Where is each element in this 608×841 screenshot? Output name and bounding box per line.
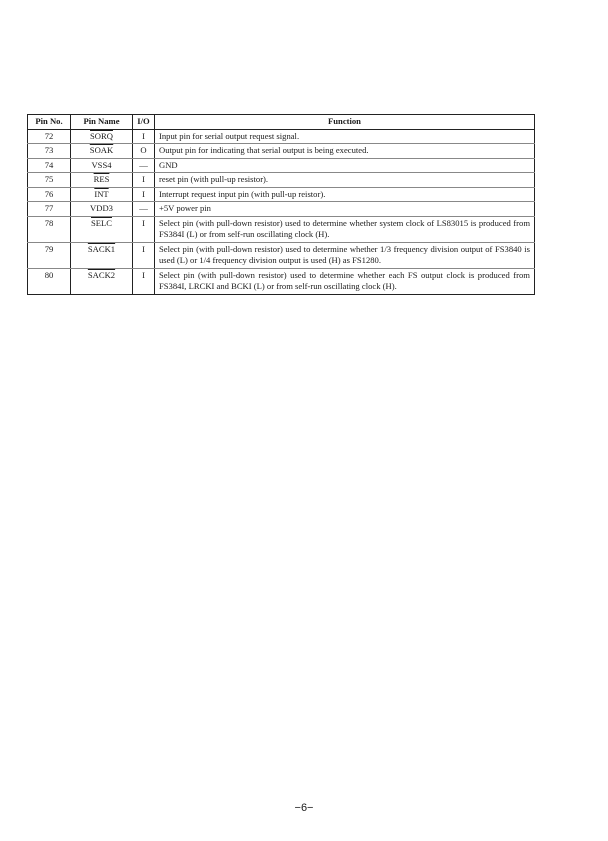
table-row bbox=[28, 129, 535, 144]
function-cell-text: Select pin (with pull-down resistor) used to determine whether 1/3 frequency division output of FS3840 is used (L) or 1/4 frequency division output is used (H) as FS1280. bbox=[159, 243, 530, 265]
pin-function-table bbox=[27, 114, 535, 295]
pin-name-cell-text: SORQ bbox=[90, 130, 113, 141]
function-cell bbox=[155, 242, 535, 268]
io-cell bbox=[133, 216, 155, 242]
pin-name-cell bbox=[71, 129, 133, 144]
function-cell-text: Interrupt request input pin (with pull-up reistor). bbox=[159, 188, 326, 199]
pin-number-cell-text: 73 bbox=[44, 145, 54, 155]
pin-number-cell-text: 74 bbox=[44, 159, 54, 170]
io-cell bbox=[133, 129, 155, 144]
pin-name-cell-text: VDD3 bbox=[90, 203, 113, 213]
pin-number-cell bbox=[28, 187, 71, 202]
pin-name-cell bbox=[71, 187, 133, 202]
io-cell-text: I bbox=[142, 217, 145, 228]
header-function: Function bbox=[155, 115, 535, 130]
pin-number-cell bbox=[28, 144, 71, 159]
function-cell bbox=[155, 129, 535, 144]
pin-name-cell bbox=[71, 242, 133, 268]
pin-number-cell bbox=[28, 173, 71, 188]
io-cell bbox=[133, 242, 155, 268]
function-cell-text: GND bbox=[159, 159, 178, 170]
io-cell-text: I bbox=[142, 243, 145, 254]
header-pin-name: Pin Name bbox=[71, 115, 133, 130]
pin-number-cell bbox=[28, 202, 71, 217]
table-body bbox=[28, 129, 535, 294]
io-cell-text: O bbox=[140, 145, 147, 155]
io-cell bbox=[133, 187, 155, 202]
io-cell bbox=[133, 268, 155, 294]
io-cell bbox=[133, 202, 155, 217]
io-cell-text: I bbox=[142, 174, 145, 184]
pin-name-cell-text: VSS4 bbox=[91, 159, 112, 170]
pin-number-cell-text: 72 bbox=[44, 130, 54, 141]
function-cell bbox=[155, 187, 535, 202]
function-cell-text: Input pin for serial output request signal. bbox=[159, 130, 300, 141]
function-cell bbox=[155, 144, 535, 159]
pin-number-cell bbox=[28, 158, 71, 173]
table-header-row bbox=[28, 115, 535, 130]
function-cell bbox=[155, 202, 535, 217]
io-cell bbox=[133, 144, 155, 159]
table-row bbox=[28, 187, 535, 202]
function-cell-text: Select pin (with pull-down resistor) used to determine whether each FS output clock is produced from FS384I, LRCKI and BCKI (L) or from self-run oscillating clock (H). bbox=[159, 269, 530, 291]
pin-number-cell-text: 76 bbox=[44, 188, 54, 199]
io-cell-text: I bbox=[142, 130, 145, 141]
pin-number-cell bbox=[28, 268, 71, 294]
table-row bbox=[28, 268, 535, 294]
io-cell bbox=[133, 158, 155, 173]
io-cell-text: — bbox=[139, 203, 148, 213]
header-io: I/O bbox=[133, 115, 155, 130]
pin-name-cell bbox=[71, 202, 133, 217]
pin-name-cell bbox=[71, 216, 133, 242]
io-cell-text: I bbox=[142, 269, 145, 280]
page-number: −6− bbox=[294, 802, 314, 814]
pin-name-cell-text: SOAK bbox=[89, 145, 114, 155]
io-cell bbox=[133, 173, 155, 188]
pin-number-cell bbox=[28, 216, 71, 242]
pin-number-cell-text: 79 bbox=[44, 243, 54, 254]
function-cell bbox=[155, 216, 535, 242]
pin-name-cell bbox=[71, 173, 133, 188]
pin-name-cell-text: SACK1 bbox=[87, 243, 116, 254]
table-row bbox=[28, 242, 535, 268]
pin-number-cell bbox=[28, 129, 71, 144]
function-cell bbox=[155, 268, 535, 294]
function-cell bbox=[155, 173, 535, 188]
header-pin-no: Pin No. bbox=[28, 115, 71, 130]
pin-name-cell bbox=[71, 158, 133, 173]
table-row bbox=[28, 144, 535, 159]
io-cell-text: I bbox=[142, 188, 145, 199]
pin-name-cell bbox=[71, 268, 133, 294]
table-row bbox=[28, 202, 535, 217]
function-cell-text: Output pin for indicating that serial output is being executed. bbox=[159, 145, 369, 155]
io-cell-text: — bbox=[139, 159, 148, 170]
pin-number-cell-text: 77 bbox=[44, 203, 54, 213]
pin-number-cell-text: 80 bbox=[44, 269, 54, 280]
function-cell-text: Select pin (with pull-down resistor) used to determine whether system clock of LS83015 is produced from FS384I (L) or from self-run oscillating clock (H). bbox=[159, 217, 530, 239]
pin-name-cell-text: SACK2 bbox=[87, 269, 116, 280]
table-row bbox=[28, 173, 535, 188]
pin-number-cell-text: 75 bbox=[44, 174, 54, 184]
pin-number-cell-text: 78 bbox=[44, 217, 54, 228]
table-row bbox=[28, 158, 535, 173]
pin-name-cell-text: $\overline{RES}$ bbox=[93, 174, 110, 184]
function-cell-text: +5V power pin bbox=[159, 203, 211, 213]
function-cell bbox=[155, 158, 535, 173]
pin-name-cell-text: SELC bbox=[90, 217, 112, 228]
table-row bbox=[28, 216, 535, 242]
pin-name-cell bbox=[71, 144, 133, 159]
function-cell-text: reset pin (with pull-up resistor). bbox=[159, 174, 269, 184]
pin-name-cell-text: $\overline{INT}$ bbox=[94, 188, 109, 199]
pin-number-cell bbox=[28, 242, 71, 268]
